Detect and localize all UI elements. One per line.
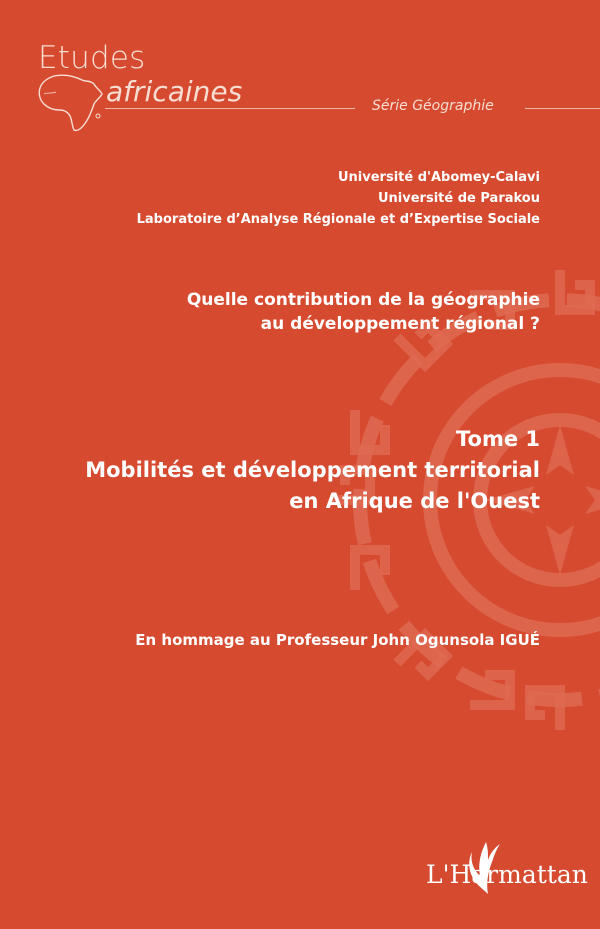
question-line-1: Quelle contribution de la géographie [186,290,540,310]
series-title-africaines: africaines [106,75,243,108]
volume-title-line-1: Mobilités et développement territorial [85,458,540,482]
publisher-name: L'Harmattan [426,860,588,889]
tome-number: Tome 1 [455,427,540,451]
series-title-etudes: Etudes [38,40,146,76]
institution-list [137,167,540,230]
header-divider [105,108,355,109]
institution-laboratoire: Laboratoire d’Analyse Régionale et d’Expertise Sociale [136,212,540,227]
institution-abomey-calavi: Université d'Abomey-Calavi [337,170,540,185]
volume-title-block [85,424,540,517]
volume-title-line-2: en Afrique de l'Ouest [289,489,540,513]
africa-map-icon [34,72,106,134]
header-divider-right [525,108,600,109]
question-line-2: au développement régional ? [260,314,540,334]
dedication: En hommage au Professeur John Ogunsola IGUÉ [135,631,540,649]
collection-question [187,288,540,336]
subseries-label: Série Géographie [372,98,494,114]
institution-parakou: Université de Parakou [378,191,540,206]
